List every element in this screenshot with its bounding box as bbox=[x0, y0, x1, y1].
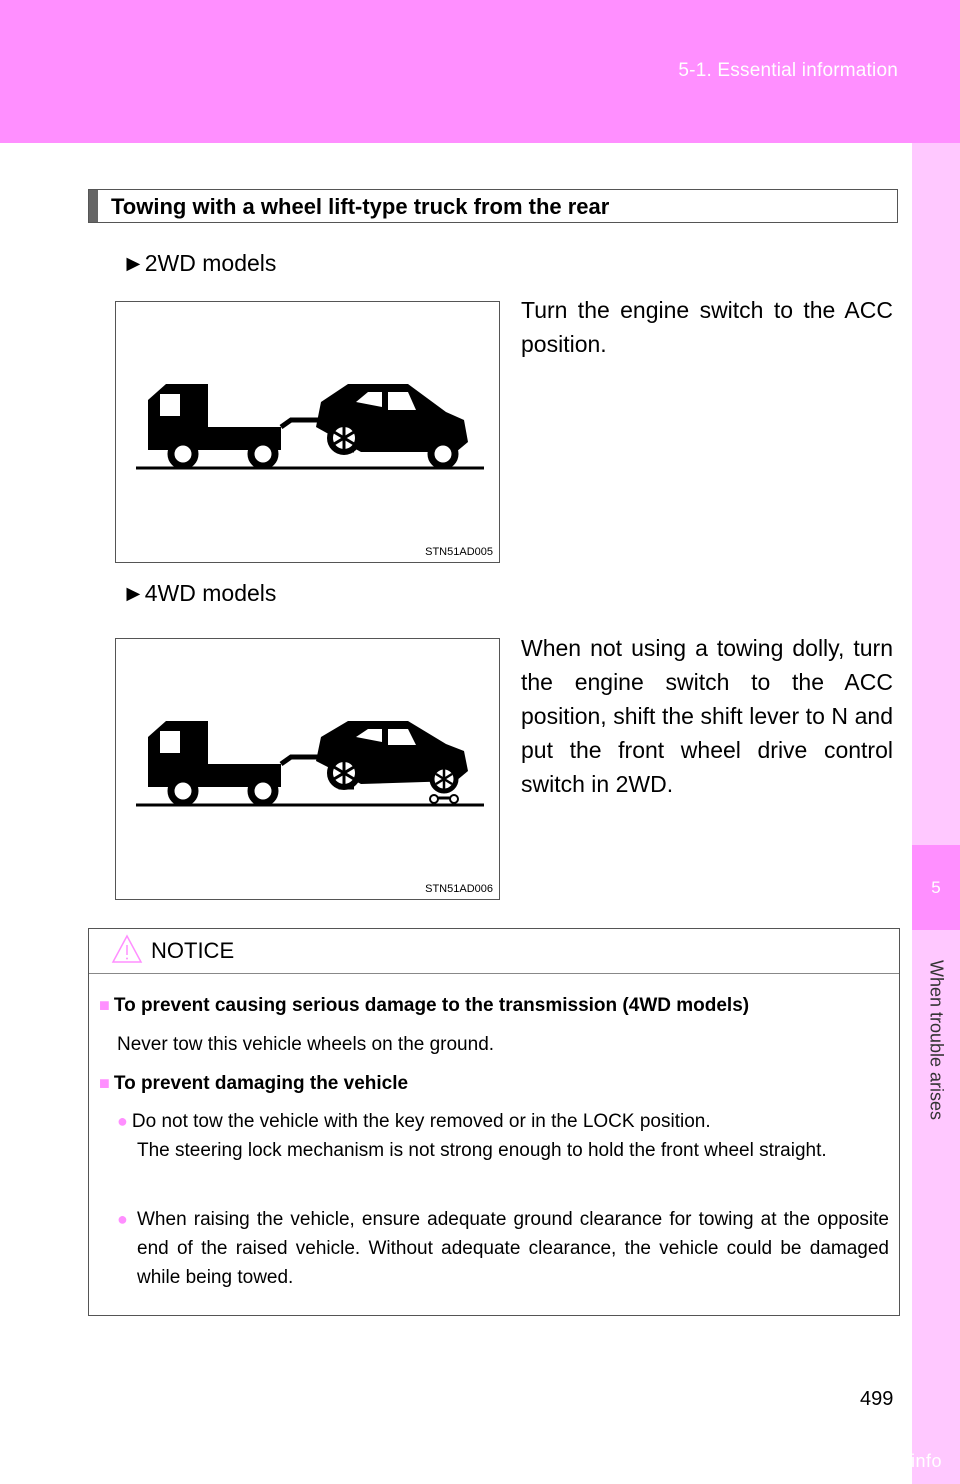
notice-bullet-2 bbox=[117, 1205, 889, 1292]
section-heading bbox=[88, 189, 898, 223]
notice-heading-1 bbox=[99, 991, 749, 1020]
model-label-4wd: ►4WD models bbox=[122, 580, 277, 606]
tow-truck-4wd-illustration bbox=[116, 639, 501, 901]
notice-title: NOTICE bbox=[151, 938, 235, 963]
side-tab-number: 5 bbox=[912, 845, 960, 930]
figure-code-4wd: STN51AD006 bbox=[425, 883, 493, 895]
figure-4wd bbox=[115, 638, 500, 900]
side-tab-label: When trouble arises bbox=[926, 959, 947, 1121]
warning-triangle-icon bbox=[111, 934, 143, 964]
watermark: carmanualsonline.info bbox=[756, 1451, 942, 1471]
figure-2wd bbox=[115, 301, 500, 563]
description-4wd: When not using a towing dolly, turn the engine switch to the ACC position, shift the shift lever to N and put the front wheel drive control switch in 2WD. bbox=[521, 635, 893, 797]
notice-bullet-2-text: When raising the vehicle, ensure adequate ground clearance for towing at the opposite end of the raised vehicle. Without adequate clearance, the vehicle could be damaged while being towed. bbox=[137, 1209, 889, 1288]
figure-code-2wd: STN51AD005 bbox=[425, 546, 493, 558]
notice-bullet-1-line2: The steering lock mechanism is not strong enough to hold the front wheel straight. bbox=[137, 1140, 827, 1161]
section-heading-text: Towing with a wheel lift-type truck from the rear bbox=[111, 194, 610, 219]
description-2wd: Turn the engine switch to the ACC position. bbox=[521, 297, 893, 357]
notice-heading-1-text: To prevent causing serious damage to the transmission (4WD models) bbox=[113, 995, 750, 1016]
notice-box bbox=[88, 928, 900, 1316]
square-bullet-icon: ■ bbox=[99, 1073, 110, 1093]
chapter-title: 5-1. Essential information bbox=[678, 60, 898, 81]
page-number: 499 bbox=[860, 1388, 894, 1410]
notice-bullet-1 bbox=[117, 1107, 887, 1136]
circle-bullet-icon: ● bbox=[117, 1209, 128, 1229]
notice-body-1: Never tow this vehicle wheels on the ground. bbox=[117, 1034, 495, 1055]
model-label-2wd: ►2WD models bbox=[122, 250, 277, 276]
square-bullet-icon: ■ bbox=[99, 995, 110, 1015]
notice-header bbox=[89, 929, 899, 974]
notice-heading-2-text: To prevent damaging the vehicle bbox=[113, 1073, 409, 1094]
page-header bbox=[0, 0, 960, 143]
section-heading-bar bbox=[89, 190, 98, 222]
notice-bullet-1-line1: Do not tow the vehicle with the key removed or in the LOCK position. bbox=[131, 1111, 711, 1132]
side-tab-top bbox=[912, 143, 960, 845]
notice-heading-2 bbox=[99, 1069, 408, 1098]
tow-truck-2wd-illustration bbox=[116, 302, 501, 564]
circle-bullet-icon: ● bbox=[117, 1111, 128, 1131]
